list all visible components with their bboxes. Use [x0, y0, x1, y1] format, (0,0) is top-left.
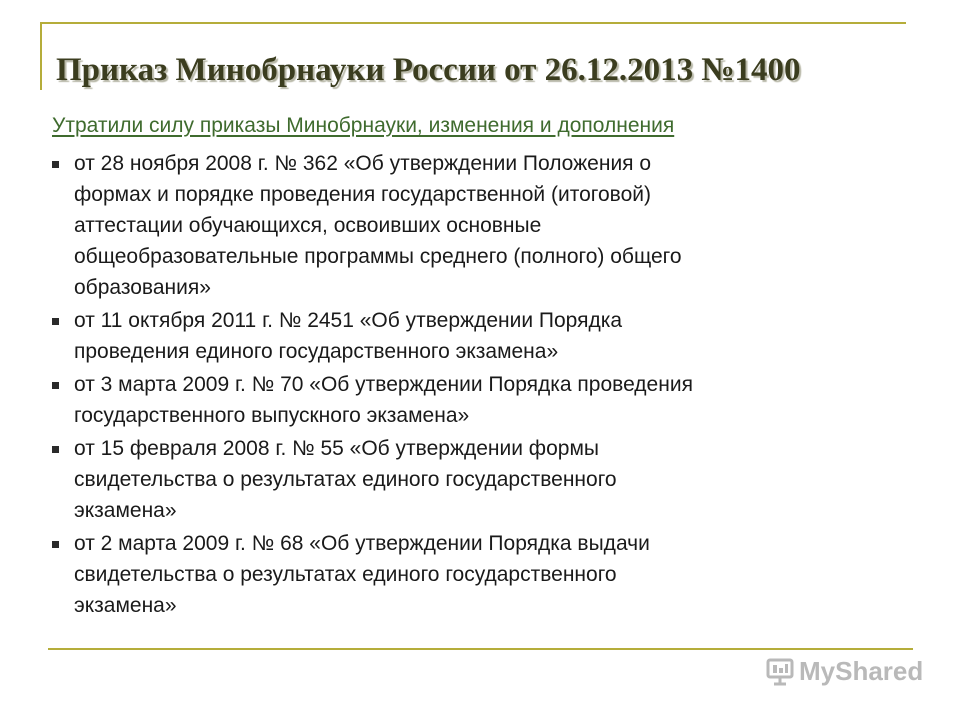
- frame-left-line: [40, 22, 42, 90]
- list-item-line: от 15 февраля 2008 г. № 55 «Об утверждении формы: [74, 437, 599, 460]
- watermark-label: MyShared: [799, 656, 924, 686]
- list-item-line: экзамена»: [74, 499, 177, 522]
- list-item-order-70: [52, 369, 902, 431]
- slide-title: Приказ Минобрнауки России от 26.12.2013 №1400: [56, 52, 801, 88]
- myshared-watermark: [765, 656, 923, 687]
- list-item-order-68: [52, 528, 902, 621]
- frame-bottom-line: [48, 648, 913, 650]
- list-item-line: свидетельства о результатах единого государственного: [74, 563, 617, 586]
- frame-top-line: [40, 22, 906, 24]
- list-item-line: образования»: [74, 276, 211, 299]
- list-item-line: государственного выпускного экзамена»: [74, 404, 470, 427]
- repealed-orders-list: [52, 148, 902, 623]
- presentation-board-icon: [765, 657, 795, 687]
- list-item-line: проведения единого государственного экзамена»: [74, 340, 559, 363]
- list-item-line: аттестации обучающихся, освоивших основные: [74, 214, 542, 237]
- list-item-line: от 28 ноября 2008 г. № 362 «Об утверждении Положения о: [74, 152, 652, 175]
- list-item-order-55: [52, 433, 902, 526]
- square-bullet-icon: [52, 541, 59, 548]
- list-item-line: свидетельства о результатах единого государственного: [74, 468, 617, 491]
- list-item-order-2451: [52, 305, 902, 367]
- list-item-order-362: [52, 148, 902, 303]
- square-bullet-icon: [52, 161, 59, 168]
- list-item-line: экзамена»: [74, 594, 177, 617]
- slide-subtitle: Утратили силу приказы Минобрнауки, изменения и дополнения: [52, 114, 675, 137]
- list-item-line: от 3 марта 2009 г. № 70 «Об утверждении Порядка проведения: [74, 373, 693, 396]
- list-item-line: общеобразовательные программы среднего (полного) общего: [74, 245, 682, 268]
- list-item-line: формах и порядке проведения государственной (итоговой): [74, 183, 651, 206]
- square-bullet-icon: [52, 446, 59, 453]
- list-item-line: от 2 марта 2009 г. № 68 «Об утверждении Порядка выдачи: [74, 532, 650, 555]
- square-bullet-icon: [52, 382, 59, 389]
- square-bullet-icon: [52, 318, 59, 325]
- list-item-line: от 11 октября 2011 г. № 2451 «Об утверждении Порядка: [74, 309, 623, 332]
